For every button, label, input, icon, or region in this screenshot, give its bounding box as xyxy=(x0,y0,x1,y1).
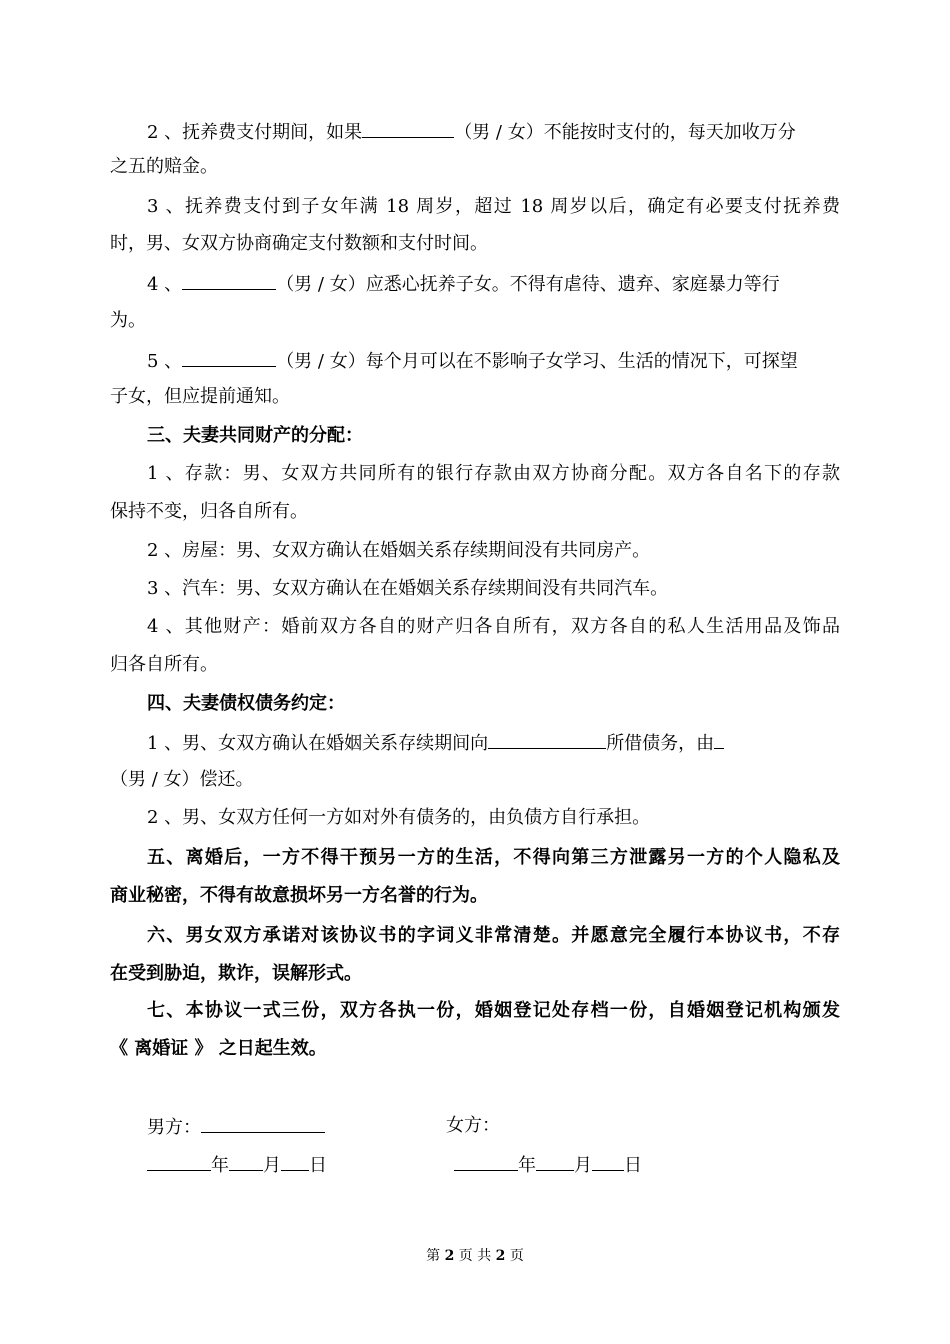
male-signature-blank xyxy=(201,1115,325,1133)
female-signature-line: 女方： xyxy=(446,1115,500,1136)
section-4-item-1-line-1: 1 、男、女双方确认在婚姻关系存续期间向 所借债务，由 xyxy=(147,731,840,755)
section-7-line-1: 七、本协议一式三份，双方各执一份，婚姻登记处存档一份，自婚姻登记机构颁发 xyxy=(147,1000,840,1021)
section-6-line-2: 在受到胁迫，欺诈，误解形式。 xyxy=(110,963,362,984)
section-3-item-4-line-2: 归各自所有。 xyxy=(110,654,218,675)
day-blank xyxy=(592,1153,624,1171)
section-3-item-3: 3 、汽车：男、女双方确认在在婚姻关系存续期间没有共同汽车。 xyxy=(147,578,669,599)
clause-2-line-1: 2 、抚养费支付期间，如果 （男 / 女）不能按时支付的，每天加收万分 xyxy=(147,122,796,143)
section-5-line-2: 商业秘密，不得有故意损坏另一方名誉的行为。 xyxy=(110,885,488,906)
clause-3-line-2: 时，男、女双方协商确定支付数额和支付时间。 xyxy=(110,233,488,254)
clause-3-line-1: 3 、抚养费支付到子女年满 18 周岁，超过 18 周岁以后，确定有必要支付抚养费 xyxy=(147,196,840,217)
section-3-item-1-line-1: 1 、存款：男、女双方共同所有的银行存款由双方协商分配。双方各自名下的存款 xyxy=(147,463,840,484)
blank-field xyxy=(182,272,276,290)
year-blank xyxy=(454,1153,518,1171)
section-4-item-2: 2 、男、女双方任何一方如对外有债务的，由负债方自行承担。 xyxy=(147,807,651,828)
year-blank xyxy=(147,1153,211,1171)
blank-field xyxy=(488,731,606,749)
section-4-heading: 四、夫妻债权债务约定： xyxy=(147,693,345,714)
day-blank xyxy=(281,1153,309,1171)
month-blank xyxy=(229,1153,263,1171)
blank-field xyxy=(362,120,454,138)
section-5-line-1: 五、离婚后，一方不得干预另一方的生活，不得向第三方泄露另一方的个人隐私及 xyxy=(147,847,840,868)
section-6-line-1: 六、男女双方承诺对该协议书的字词义非常清楚。并愿意完全履行本协议书，不存 xyxy=(147,925,840,946)
section-3-item-2: 2 、房屋：男、女双方确认在婚姻关系存续期间没有共同房产。 xyxy=(147,540,651,561)
clause-2-line-2: 之五的赔金。 xyxy=(110,156,218,177)
male-signature-line: 男方： xyxy=(147,1115,325,1139)
month-blank xyxy=(536,1153,574,1171)
clause-5-line-2: 子女，但应提前通知。 xyxy=(110,386,290,407)
section-7-line-2: 《 离婚证 》 之日起生效。 xyxy=(110,1038,327,1059)
section-3-item-1-line-2: 保持不变，归各自所有。 xyxy=(110,501,308,522)
female-date-line: 年 月 日 xyxy=(454,1153,642,1177)
blank-field xyxy=(714,731,724,749)
section-3-item-4-line-1: 4 、其他财产：婚前双方各自的财产归各自所有，双方各自的私人生活用品及饰品 xyxy=(147,616,840,637)
clause-4-line-1: 4 、 （男 / 女）应悉心抚养子女。不得有虐待、遗弃、家庭暴力等行 xyxy=(147,274,780,295)
section-4-item-1-line-2: （男 / 女）偿还。 xyxy=(110,769,254,790)
section-3-heading: 三、夫妻共同财产的分配： xyxy=(147,425,363,446)
clause-5-line-1: 5 、 （男 / 女）每个月可以在不影响子女学习、生活的情况下，可探望 xyxy=(147,351,798,372)
clause-4-line-2: 为。 xyxy=(110,310,146,331)
page-footer: 第 2 页 共 2 页 xyxy=(426,1248,524,1264)
male-date-line: 年 月 日 xyxy=(147,1153,327,1177)
blank-field xyxy=(182,349,276,367)
